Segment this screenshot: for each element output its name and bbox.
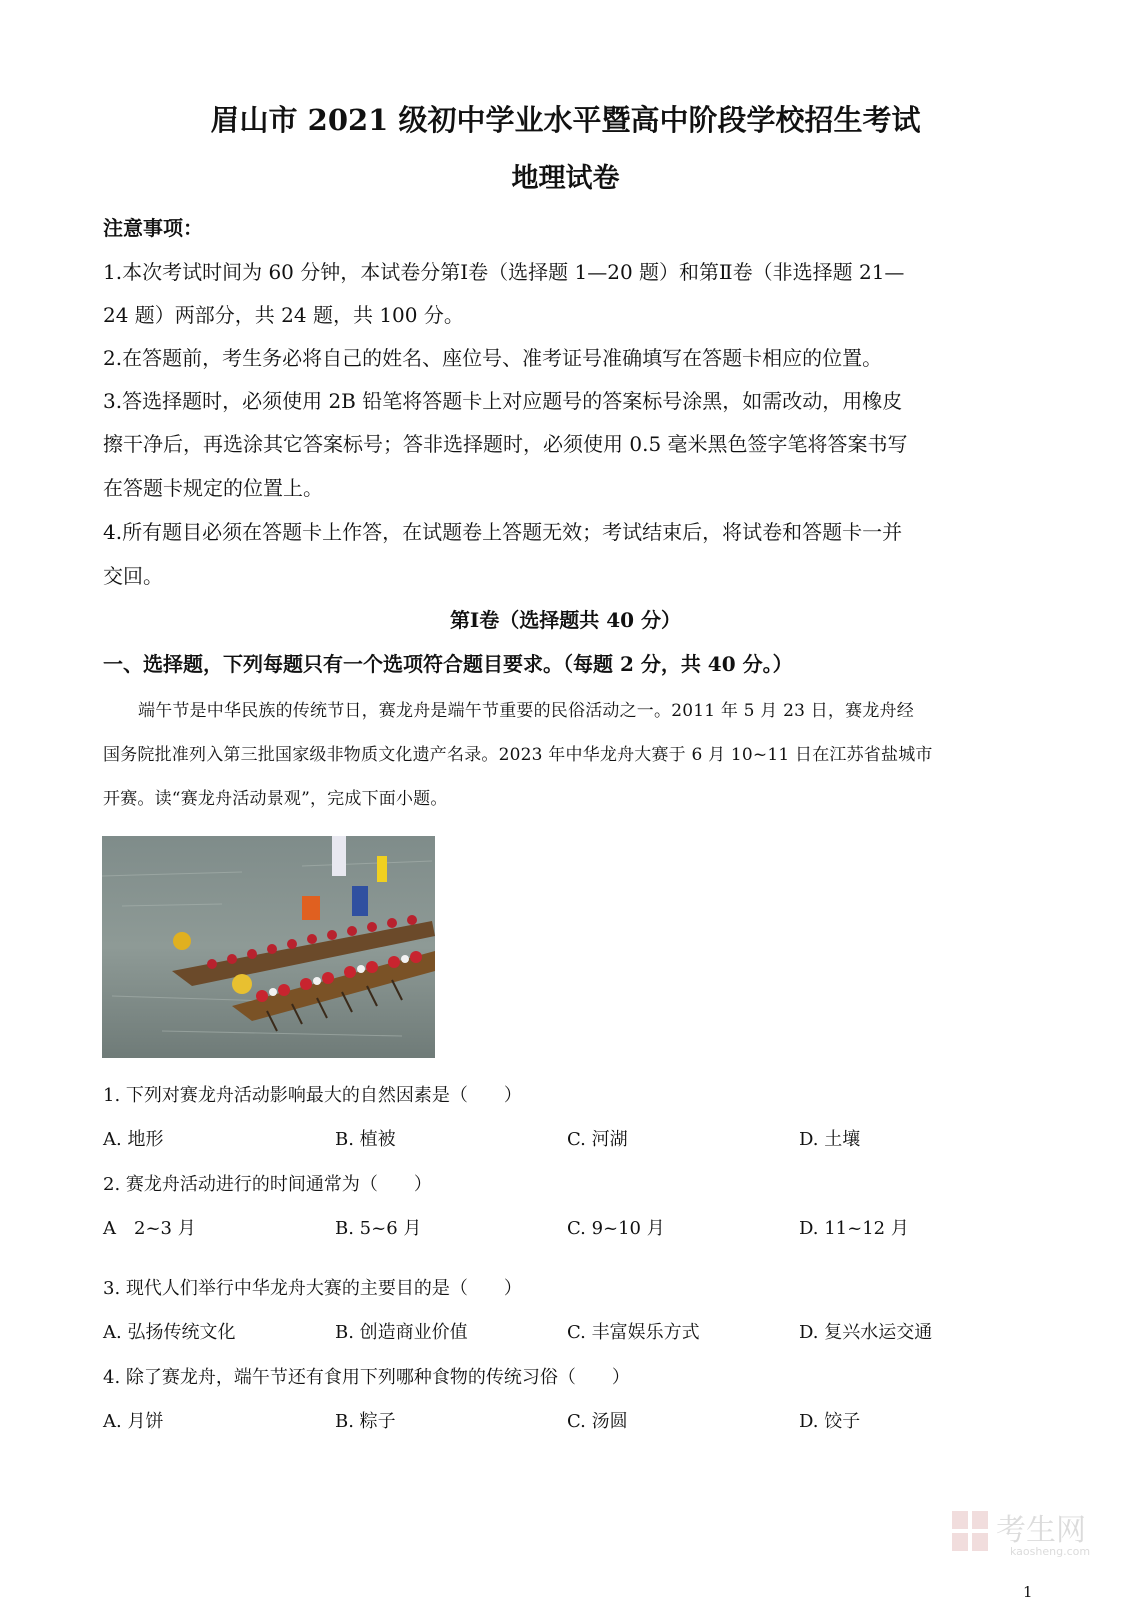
watermark-text: 考生网: [996, 1513, 1086, 1548]
passage-line: 开赛。读“赛龙舟活动景观”，完成下面小题。: [103, 789, 448, 809]
question-1: 1. 下列对赛龙舟活动影响最大的自然因素是（ ）: [103, 1085, 522, 1106]
q3-option-d: D. 复兴水运交通: [799, 1322, 933, 1343]
section-instruction: 一、选择题，下列每题只有一个选项符合题目要求。（每题 2 分，共 40 分。）: [103, 652, 793, 676]
watermark-url: kaosheng.com: [1010, 1545, 1091, 1558]
q4-option-d: D. 饺子: [799, 1411, 861, 1432]
watermark-logo: [950, 1505, 1120, 1565]
page-number: 1: [1023, 1583, 1033, 1601]
passage-line: 国务院批准列入第三批国家级非物质文化遗产名录。2023 年中华龙舟大赛于 6 月 10~11 日在江苏省盐城市: [103, 745, 933, 765]
notice-line: 3.答选择题时，必须使用 2B 铅笔将答题卡上对应题号的答案标号涂黑，如需改动，用橡皮: [103, 389, 903, 413]
q1-option-c: C. 河湖: [567, 1129, 628, 1150]
q2-option-d: D. 11~12 月: [799, 1218, 909, 1239]
notice-line: 擦干净后，再选涂其它答案标号；答非选择题时，必须使用 0.5 毫米黑色签字笔将答案书写: [103, 432, 908, 456]
q1-option-b: B. 植被: [335, 1129, 396, 1150]
notice-heading: 注意事项：: [103, 216, 203, 240]
q4-option-b: B. 粽子: [335, 1411, 396, 1432]
notice-line: 交回。: [103, 564, 163, 588]
q2-option-b: B. 5~6 月: [335, 1218, 422, 1239]
q4-option-c: C. 汤圆: [567, 1411, 628, 1432]
notice-line: 2.在答题前，考生务必将自己的姓名、座位号、准考证号准确填写在答题卡相应的位置。: [103, 346, 883, 370]
notice-line: 1.本次考试时间为 60 分钟，本试卷分第Ⅰ卷（选择题 1—20 题）和第Ⅱ卷（非选择题 21—: [103, 260, 905, 284]
question-4: 4. 除了赛龙舟，端午节还有食用下列哪种食物的传统习俗（ ）: [103, 1367, 630, 1388]
question-3: 3. 现代人们举行中华龙舟大赛的主要目的是（ ）: [103, 1278, 522, 1299]
q2-option-c: C. 9~10 月: [567, 1218, 665, 1239]
q2-option-a: A 2~3 月: [103, 1218, 196, 1239]
dragon-boat-photo: [102, 836, 435, 1058]
q3-option-a: A. 弘扬传统文化: [103, 1322, 236, 1343]
exam-title: 眉山市 2021 级初中学业水平暨高中阶段学校招生考试: [210, 103, 921, 137]
q3-option-c: C. 丰富娱乐方式: [567, 1322, 700, 1343]
q1-option-a: A. 地形: [103, 1129, 164, 1150]
exam-subtitle: 地理试卷: [511, 163, 620, 194]
q3-option-b: B. 创造商业价值: [335, 1322, 468, 1343]
notice-line: 在答题卡规定的位置上。: [103, 476, 323, 500]
q1-option-d: D. 土壤: [799, 1129, 861, 1150]
q4-option-a: A. 月饼: [103, 1411, 164, 1432]
notice-line: 4.所有题目必须在答题卡上作答，在试题卷上答题无效；考试结束后，将试卷和答题卡一并: [103, 520, 903, 544]
notice-line: 24 题）两部分，共 24 题，共 100 分。: [103, 303, 464, 327]
passage-line: 端午节是中华民族的传统节日，赛龙舟是端午节重要的民俗活动之一。2011 年 5 月 23 日，赛龙舟经: [138, 701, 914, 721]
question-2: 2. 赛龙舟活动进行的时间通常为（ ）: [103, 1174, 432, 1195]
section-title: 第Ⅰ卷（选择题共 40 分）: [449, 608, 682, 632]
